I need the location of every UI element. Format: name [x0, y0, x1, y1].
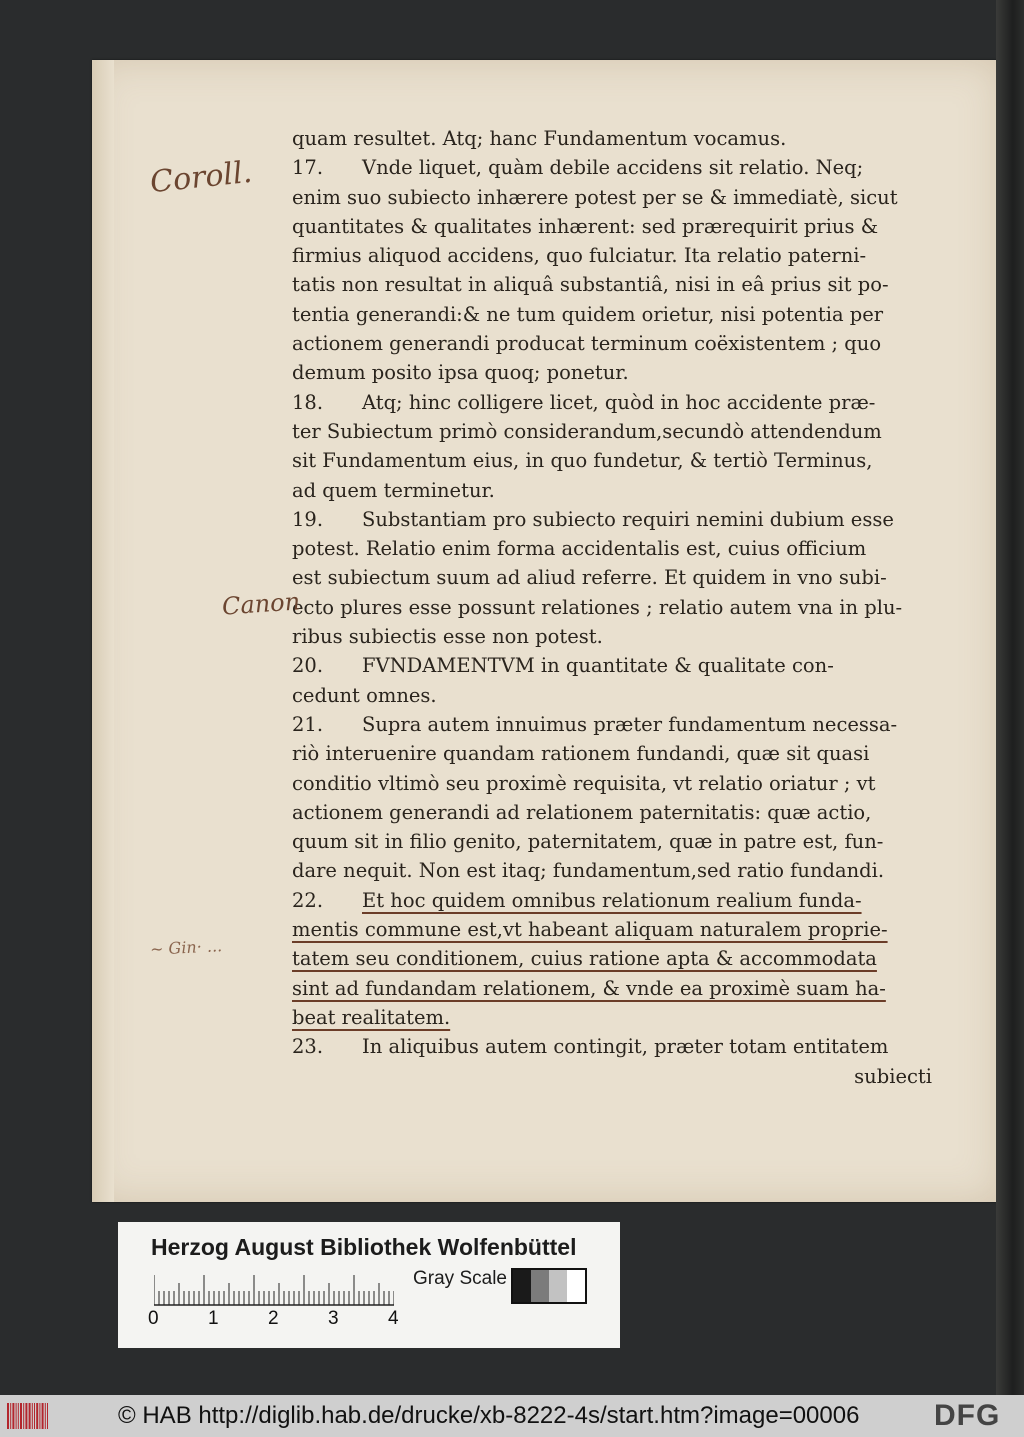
paragraph-number: 22. — [292, 888, 324, 912]
text-line — [292, 739, 932, 768]
line-text: riò interuenire quandam rationem fundandi, quæ sit quasi — [292, 742, 870, 766]
line-text: Vnde liquet, quàm debile accidens sit relatio. Neq; — [362, 156, 864, 180]
line-text: ecto plures esse possunt relationes ; relatio autem vna in plu- — [292, 595, 903, 619]
marginal-note-coroll: Coroll. — [148, 154, 254, 201]
line-text: ribus subiectis esse non potest. — [292, 625, 603, 649]
text-line — [292, 388, 932, 417]
barcode-bar — [29, 1403, 31, 1429]
barcode-bar — [12, 1403, 14, 1429]
text-line — [292, 241, 932, 270]
line-text: tentia generandi:& ne tum quidem orietur, nisi potentia per — [292, 302, 884, 326]
ruler-number: 3 — [328, 1308, 339, 1329]
line-text: ad quem terminetur. — [292, 478, 495, 502]
text-line — [292, 944, 932, 973]
text-line — [292, 798, 932, 827]
text-line — [292, 563, 932, 592]
paragraph-number: 21. — [292, 712, 324, 736]
barcode-bar — [42, 1403, 44, 1429]
barcode-bar — [47, 1403, 48, 1429]
text-line — [292, 651, 932, 680]
barcode-bar — [23, 1403, 24, 1429]
text-line — [292, 534, 932, 563]
text-line — [292, 1003, 932, 1032]
paragraph-number: 18. — [292, 390, 324, 414]
gray-scale-swatches — [511, 1268, 587, 1304]
barcode-bar — [36, 1403, 38, 1429]
line-text: Et hoc quidem omnibus relationum realium funda- — [362, 888, 862, 912]
copyright-url[interactable]: © HAB http://diglib.hab.de/drucke/xb-8222-4s/start.htm?image=00006 — [118, 1402, 860, 1429]
barcode-bar — [34, 1403, 35, 1429]
dfg-logo: DFG — [934, 1399, 1001, 1432]
text-line — [292, 329, 932, 358]
line-text: quantitates & qualitates inhærent: sed prærequirit prius & — [292, 214, 879, 238]
barcode-bar — [45, 1403, 46, 1429]
book-spine — [996, 0, 1024, 1395]
line-text: mentis commune est,vt habeant aliquam naturalem proprie- — [292, 918, 888, 942]
line-text: quam resultet. Atq; hanc Fundamentum vocamus. — [292, 127, 787, 150]
barcode-bar — [20, 1403, 22, 1429]
line-text: Atq; hinc colligere licet, quòd in hoc accidente præ- — [362, 390, 876, 414]
text-line — [292, 710, 932, 739]
line-text: In aliquibus autem contingit, præter totam entitatem — [362, 1035, 889, 1059]
paragraph-number: 19. — [292, 507, 324, 531]
text-line — [292, 505, 932, 534]
gray-swatch — [531, 1270, 549, 1302]
text-line — [292, 681, 932, 710]
text-line — [292, 886, 932, 915]
barcode-bar — [18, 1403, 19, 1429]
gray-swatch — [513, 1270, 531, 1302]
page-text — [292, 124, 932, 1091]
barcode-bar — [25, 1403, 27, 1429]
ruler-scale — [154, 1272, 394, 1306]
ruler-number: 2 — [268, 1308, 279, 1329]
barcode-bar — [16, 1403, 17, 1429]
line-text: tatis non resultat in aliquâ substantiâ, nisi in eâ prius sit po- — [292, 273, 889, 297]
text-line — [292, 622, 932, 651]
line-text: Substantiam pro subiecto requiri nemini dubium esse — [362, 507, 894, 531]
line-text: enim suo subiecto inhærere potest per se & immediatè, sicut — [292, 185, 898, 209]
ruler-number: 0 — [148, 1308, 159, 1329]
gray-swatch — [567, 1270, 585, 1302]
library-name: Herzog August Bibliothek Wolfenbüttel — [151, 1234, 577, 1260]
text-line — [292, 593, 932, 622]
text-line — [292, 417, 932, 446]
line-text: subiecti — [854, 1064, 932, 1088]
library-label-card — [118, 1222, 620, 1348]
line-text: est subiectum suum ad aliud referre. Et quidem in vno subi- — [292, 566, 887, 590]
text-line — [292, 183, 932, 212]
viewer-footer — [0, 1395, 1024, 1437]
text-line — [292, 300, 932, 329]
barcode-bar — [7, 1403, 9, 1429]
text-line — [292, 915, 932, 944]
gray-scale-label: Gray Scale — [413, 1268, 507, 1289]
barcode-bar — [32, 1403, 33, 1429]
page-edge — [92, 60, 114, 1202]
text-line — [292, 124, 932, 153]
text-line — [292, 1062, 932, 1091]
line-text: dare nequit. Non est itaq; fundamentum,sed ratio fundandi. — [292, 859, 885, 883]
text-line — [292, 827, 932, 856]
barcode-icon — [6, 1402, 48, 1430]
text-line — [292, 212, 932, 241]
line-text: conditio vltimò seu proximè requisita, vt relatio oriatur ; vt — [292, 771, 876, 795]
text-line — [292, 153, 932, 182]
line-text: demum posito ipsa quoq; ponetur. — [292, 361, 629, 385]
paragraph-number: 23. — [292, 1035, 324, 1059]
line-text: sit Fundamentum eius, in quo fundetur, & tertiò Terminus, — [292, 449, 873, 473]
marginal-note-canon: Canon — [221, 587, 301, 621]
line-text: actionem generandi producat terminum coëxistentem ; quo — [292, 332, 882, 356]
barcode-bar — [39, 1403, 40, 1429]
marginal-note-scribble: ~ Gin· ... — [149, 936, 223, 959]
line-text: beat realitatem. — [292, 1005, 451, 1029]
ruler-numbers — [148, 1308, 418, 1332]
ruler-number: 4 — [388, 1308, 399, 1329]
line-text: potest. Relatio enim forma accidentalis est, cuius officium — [292, 537, 867, 561]
text-line — [292, 856, 932, 885]
line-text: quum sit in filio genito, paternitatem, quæ in patre est, fun- — [292, 830, 884, 854]
line-text: Supra autem innuimus præter fundamentum necessa- — [362, 712, 898, 736]
line-text: actionem generandi ad relationem paternitatis: quæ actio, — [292, 800, 872, 824]
line-text: sint ad fundandam relationem, & vnde ea proximè suam ha- — [292, 976, 886, 1000]
text-line — [292, 1032, 932, 1061]
text-line — [292, 358, 932, 387]
line-text: ter Subiectum primò considerandum,secundò attendendum — [292, 419, 882, 443]
paragraph-number: 20. — [292, 654, 324, 678]
line-text: firmius aliquod accidens, quo fulciatur. Ita relatio paterni- — [292, 244, 867, 268]
text-line — [292, 446, 932, 475]
text-line — [292, 769, 932, 798]
text-line — [292, 974, 932, 1003]
line-text: FVNDAMENTVM in quantitate & qualitate con- — [362, 654, 834, 678]
gray-swatch — [549, 1270, 567, 1302]
barcode-bar — [10, 1403, 11, 1429]
text-line — [292, 270, 932, 299]
ruler-number: 1 — [208, 1308, 219, 1329]
line-text: tatem seu conditionem, cuius ratione apta & accommodata — [292, 947, 877, 971]
paragraph-number: 17. — [292, 156, 324, 180]
text-line — [292, 476, 932, 505]
line-text: cedunt omnes. — [292, 683, 437, 707]
